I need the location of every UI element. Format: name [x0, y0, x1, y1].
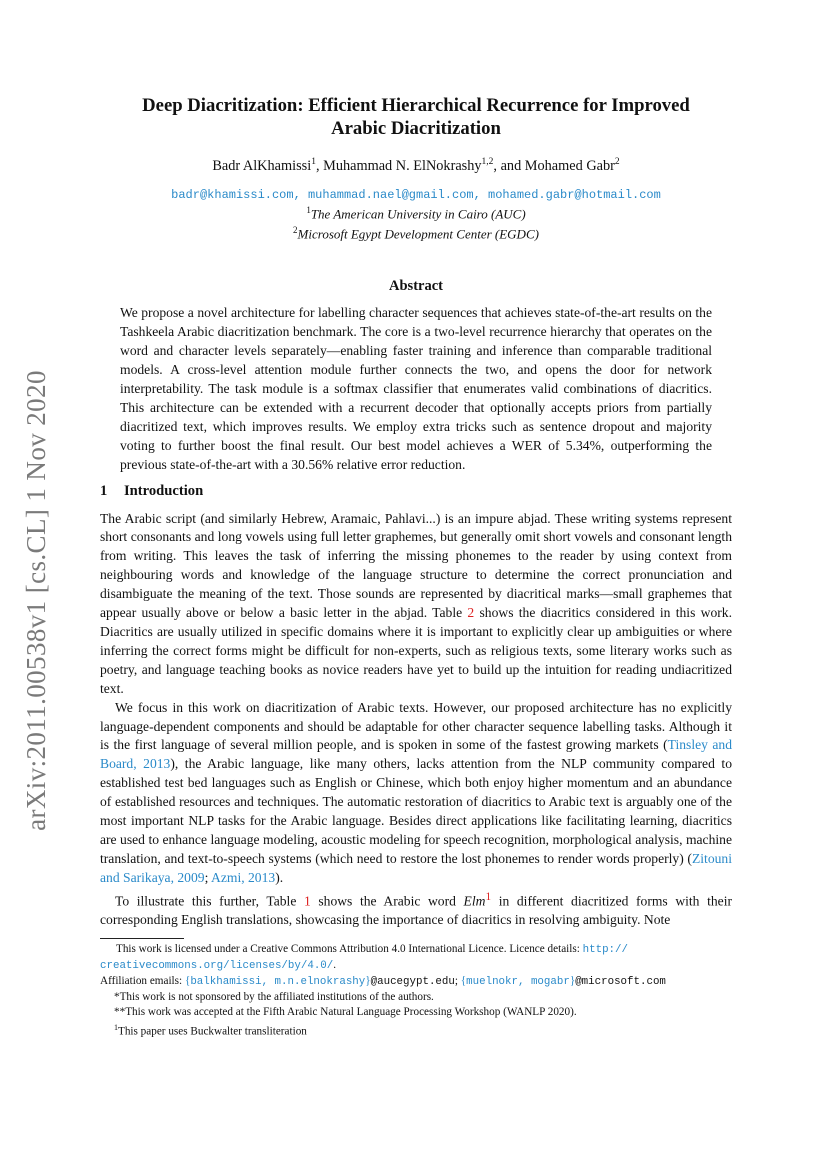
acceptance-footnote: **This work was accepted at the Fifth Arabic Natural Language Processing Workshop (WANLP 2020). — [114, 1006, 577, 1019]
affiliation-2: $^2$Microsoft Egypt Development Center (EGDC) — [293, 225, 539, 242]
affiliation-email-link[interactable]: muelnokr, mogabr — [466, 976, 570, 989]
license-url-link[interactable]: creativecommons.org/licenses/by/4.0/ — [100, 960, 334, 973]
paper-title: Deep Diacritization: Efficient Hierarchical Recurrence for Improved Arabic Diacritization — [142, 95, 690, 139]
table-ref-link[interactable]: 1 — [303, 893, 311, 909]
paper-page — [100, 94, 732, 1040]
intro-paragraph-1: The Arabic script (and similarly Hebrew, Aramaic, Pahlavi...) is an impure abjad. These writing systems represent short consonants and long vowels using full letter graphemes, but generally omit short vowels and consonant length from writing. This leaves the task of inferring the missing phonemes to the reader by using context from neighbouring words and knowledge of the language structure to determine the correct pronunciation and disambiguate the meaning of the text. Those sounds are represented by diacritical marks—small graphemes that appear usually above or below a basic letter in the abjad. Table 2 shows the diacritics considered in this work. Diacritics are usually utilized in specific domains where it is important to explicitly clear up ambiguities or where inferring the correct forms might be difficult for non-experts, such as religious texts, some literary works such as poetry, and language teaching books as novice readers have yet to build up the intuition for reading undiacritized text. — [100, 510, 732, 696]
citation-link[interactable]: Zitouni and Sarikaya, 2009 — [100, 850, 732, 885]
footnotes — [100, 942, 732, 1040]
license-url-link[interactable]: http:// — [582, 944, 628, 957]
affiliation-1: $^1$The American University in Cairo (AUC) — [306, 204, 526, 222]
footnote-divider — [100, 938, 184, 939]
sponsorship-footnote: *This work is not sponsored by the affiliated institutions of the authors. — [114, 991, 434, 1004]
citation-link[interactable]: Azmi, 2013 — [211, 869, 276, 885]
abstract-heading: Abstract — [389, 278, 443, 295]
section-heading-introduction: 1 Introduction — [100, 482, 204, 499]
affiliation-email-link[interactable]: balkhamissi, m.n.elnokrashy — [190, 976, 366, 989]
author-name: Mohamed Gabr — [524, 157, 615, 174]
arxiv-side-stamp — [14, 360, 58, 840]
citation-link[interactable]: Tinsley and Board, 2013 — [100, 737, 733, 772]
affiliation-emails-footnote: Affiliation emails: {balkhamissi, m.n.elnokrashy}@aucegypt.edu; {muelnokr, mogabr}@microsoft.com — [100, 975, 666, 989]
transliteration-footnote: $^1$This paper uses Buckwalter transliteration — [114, 1023, 307, 1038]
abstract-text: We propose a novel architecture for labelling character sequences that achieves state-of-the-art results on the Tashkeela Arabic diacritization benchmark. The core is a two-level recurrence hierarchy that operates on the word and character levels separately—enabling faster training and inference than comparable traditional models. A cross-level attention module further connects the two, and opens the door for network interpretability. The task module is a softmax classifier that enumerates valid combinations of diacritics. This architecture can be extended with a recurrent decoder that optionally accepts priors from partially diacritized text, which improves results. We employ extra tricks such as sentence dropout and majority voting to further boost the final result. Our best model achieves a WER of 5.34%, outperforming the previous state-of-the-art with a 30.56% relative error reduction. — [120, 305, 712, 472]
author-list: Badr AlKhamissi$^1$, Muhammad N. ElNokrashy$^{1,2}$, and Mohamed Gabr$^2$ — [212, 157, 620, 174]
intro-paragraph-3: To illustrate this further, Table 1 shows the Arabic word Elm$^1$ in different diacritized forms with their corresponding English translations, showcasing the importance of diacritics in resolving ambiguity. Note — [100, 890, 732, 928]
table-ref-link[interactable]: 2 — [467, 605, 475, 621]
author-emails[interactable]: badr@khamissi.com, muhammad.nael@gmail.com, mohamed.gabr@hotmail.com — [171, 187, 661, 202]
intro-paragraph-2: We focus in this work on diacritization of Arabic texts. However, our proposed architecture has no explicitly language-dependent components and should be adaptable for other character sequence labelling tasks. Although it is the first language of several million people, and is spoken in some of the fastest growing markets (Tinsley and Board, 2013), the Arabic language, like many others, lacks attention from the NLP community compared to established test bed languages such as English or Chinese, which both enjoy higher momentum and an abundance of established resources and techniques. The automatic restoration of diacritics to Arabic text is arguably one of the most important NLP tasks for the Arabic language. Besides direct applications like facilitating learning, diacritics are used to enhance language modeling, acoustic modeling for speech recognition, morphological analysis, machine translation, and text-to-speech systems (which need to restore the lost phonemes to render words properly) (Zitouni and Sarikaya, 2009; Azmi, 2013). — [100, 699, 733, 885]
arxiv-identifier: arXiv:2011.00538v1 [cs.CL] 1 Nov 2020 — [20, 369, 51, 831]
transliterated-word: Elm — [463, 893, 486, 909]
author-name: Muhammad N. ElNokrashy — [323, 157, 482, 174]
license-footnote: This work is licensed under a Creative Commons Attribution 4.0 International Licence. Licence details: http:// creativecommons.org/licenses/by/4.0/. — [100, 943, 628, 973]
footnote-ref-link[interactable]: 1 — [485, 890, 492, 903]
author-name: Badr AlKhamissi — [212, 157, 312, 174]
